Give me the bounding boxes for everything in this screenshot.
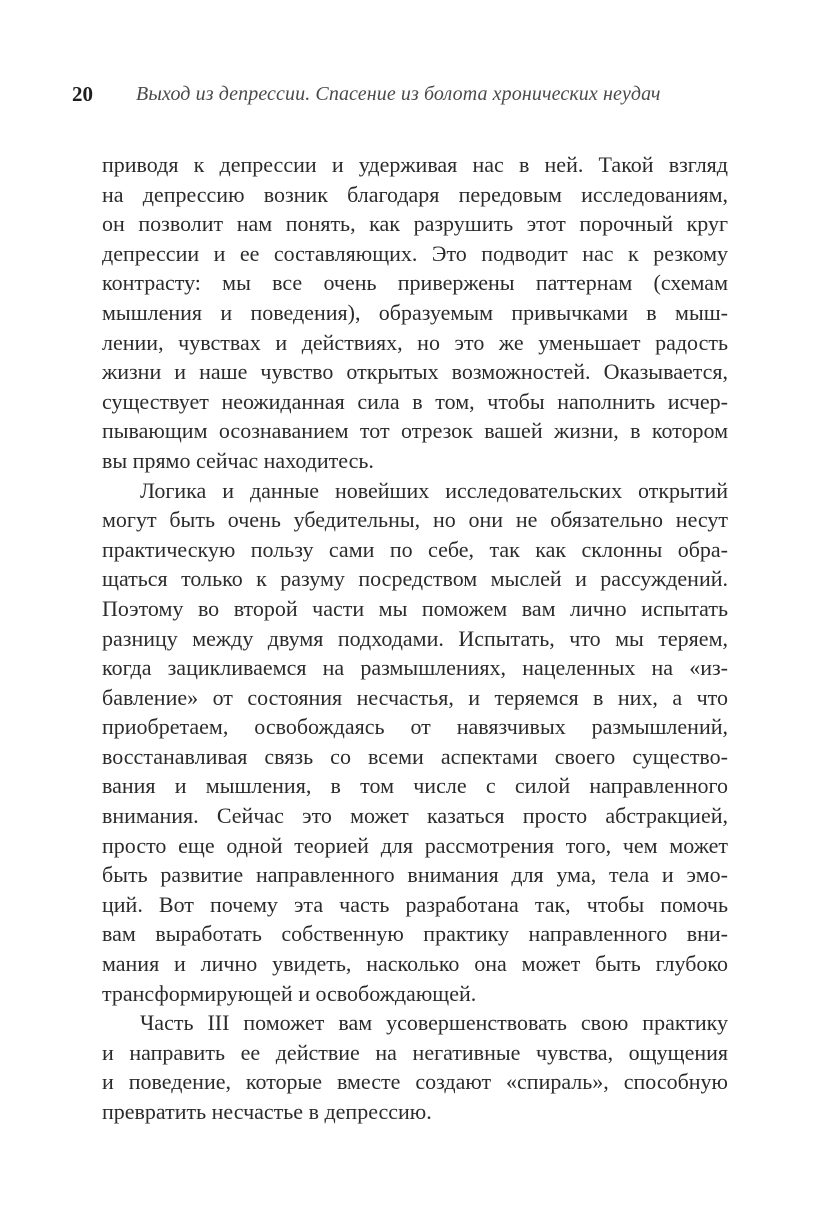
text-line: внимания. Сейчас это может казаться просто абстракцией,	[102, 803, 728, 829]
text-line: вам выработать собственную практику направленного вни-	[102, 921, 728, 947]
text-line: мышления и поведения), образуемым привычками в мыш-	[102, 299, 728, 325]
text-line: щаться только к разуму посредством мыслей и рассуждений.	[102, 566, 728, 592]
text-line: практическую пользу сами по себе, так как склонны обра-	[102, 536, 728, 562]
text-line: Поэтому во второй части мы поможем вам лично испытать	[102, 595, 728, 621]
text-line: восстанавливая связь со всеми аспектами своего существо-	[102, 743, 728, 769]
text-line: когда зацикливаемся на размышлениях, нацеленных на «из-	[102, 655, 728, 681]
text-line: и поведение, которые вместе создают «спираль», способную	[102, 1069, 728, 1095]
text-line: он позволит нам понять, как разрушить этот порочный круг	[102, 211, 728, 237]
text-line: жизни и наше чувство открытых возможностей. Оказывается,	[102, 359, 728, 385]
text-line: быть развитие направленного внимания для ума, тела и эмо-	[102, 862, 728, 888]
text-line: трансформирующей и освобождающей.	[102, 980, 477, 1006]
text-line: и направить ее действие на негативные чувства, ощущения	[102, 1039, 728, 1065]
text-line: существует неожиданная сила в том, чтобы наполнить исчер-	[102, 388, 728, 414]
text-line: приобретаем, освобождаясь от навязчивых размышлений,	[102, 714, 728, 740]
paragraph-3	[102, 1008, 728, 1126]
paragraph-2	[102, 476, 728, 1009]
page-number: 20	[72, 82, 93, 106]
text-line: просто еще одной теорией для рассмотрения того, чем может	[102, 832, 728, 858]
text-line: вания и мышления, в том числе с силой направленного	[102, 773, 728, 799]
text-line: мания и лично увидеть, насколько она может быть глубоко	[102, 951, 728, 977]
running-title: Выход из депрессии. Спасение из болота хронических неудач	[136, 83, 661, 105]
text-line: лении, чувствах и действиях, но это же уменьшает радость	[102, 329, 728, 355]
text-line: вы прямо сейчас находитесь.	[102, 447, 374, 473]
text-line: Часть III поможет вам усовершенствовать свою практику	[140, 1010, 728, 1036]
text-line: на депрессию возник благодаря передовым исследованиям,	[102, 181, 728, 207]
text-line: Логика и данные новейших исследовательских открытий	[140, 477, 728, 503]
text-line: приводя к депрессии и удерживая нас в ней. Такой взгляд	[102, 152, 728, 177]
paragraph-1	[102, 150, 728, 476]
text-line: ций. Вот почему эта часть разработана так, чтобы помочь	[102, 891, 728, 917]
text-line: могут быть очень убедительны, но они не обязательно несут	[102, 507, 728, 533]
body-text	[102, 150, 728, 1127]
text-line: контрасту: мы все очень привержены паттернам (схемам	[102, 270, 728, 296]
text-line: бавление» от состояния несчастья, и теряемся в них, а что	[102, 684, 728, 710]
text-line: превратить несчастье в депрессию.	[102, 1099, 432, 1124]
text-line: разницу между двумя подходами. Испытать, что мы теряем,	[102, 625, 728, 651]
text-line: пывающим осознаванием тот отрезок вашей жизни, в котором	[102, 418, 728, 444]
running-head	[72, 82, 752, 112]
text-line: депрессии и ее составляющих. Это подводит нас к резкому	[102, 240, 728, 266]
